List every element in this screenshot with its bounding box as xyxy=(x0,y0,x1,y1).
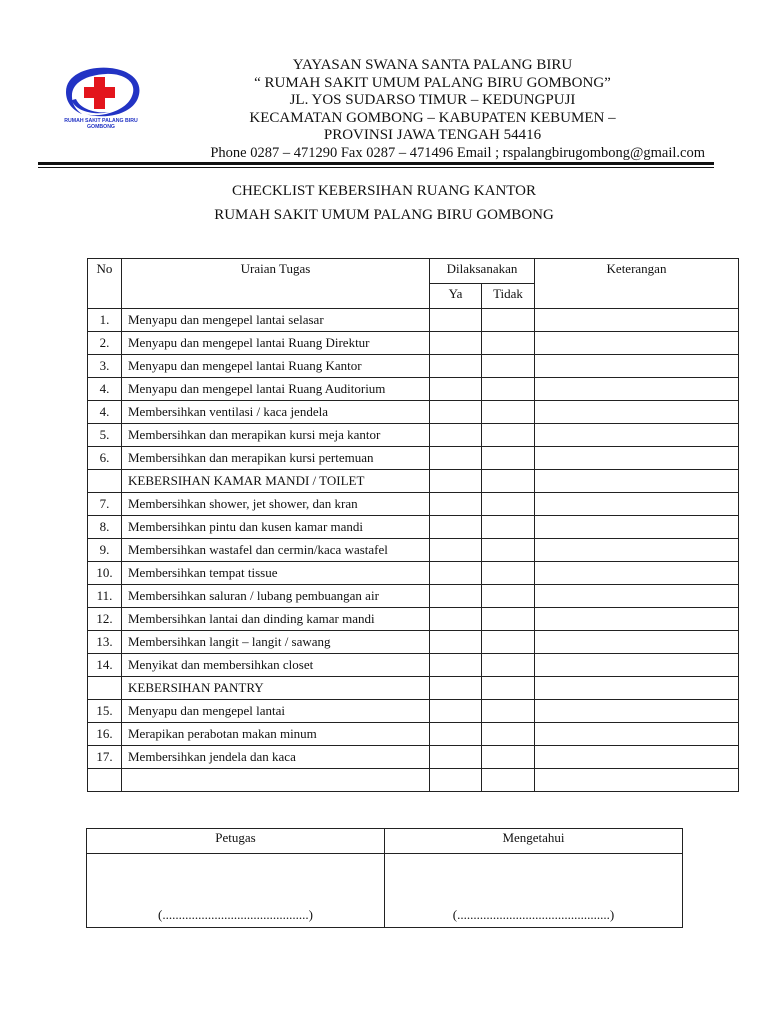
row-task: Membersihkan wastafel dan cermin/kaca wastafel xyxy=(122,539,430,562)
row-no-cell[interactable] xyxy=(482,470,535,493)
row-no-cell[interactable] xyxy=(482,769,535,792)
checklist-table xyxy=(87,258,739,792)
row-number: 4. xyxy=(88,378,122,401)
table-row xyxy=(88,677,739,700)
row-notes-cell[interactable] xyxy=(535,723,739,746)
row-notes-cell[interactable] xyxy=(535,746,739,769)
letterhead-rule-thin xyxy=(38,167,714,168)
row-yes-cell[interactable] xyxy=(430,677,482,700)
row-notes-cell[interactable] xyxy=(535,424,739,447)
row-no-cell[interactable] xyxy=(482,746,535,769)
row-task: Menyapu dan mengepel lantai xyxy=(122,700,430,723)
row-number: 12. xyxy=(88,608,122,631)
foundation-name: YAYASAN SWANA SANTA PALANG BIRU xyxy=(292,57,573,73)
row-no-cell[interactable] xyxy=(482,700,535,723)
address-district: KECAMATAN GOMBONG – KABUPATEN KEBUMEN – xyxy=(249,109,616,126)
logo-caption-line1: RUMAH SAKIT PALANG BIRU xyxy=(64,118,138,124)
row-task: Menyapu dan mengepel lantai selasar xyxy=(122,309,430,332)
officer-signature-line[interactable]: (.............................................) xyxy=(87,854,385,928)
row-no-cell[interactable] xyxy=(482,332,535,355)
table-row xyxy=(88,700,739,723)
row-no-cell[interactable] xyxy=(482,654,535,677)
row-notes-cell[interactable] xyxy=(535,493,739,516)
row-no-cell[interactable] xyxy=(482,585,535,608)
row-no-cell[interactable] xyxy=(482,539,535,562)
table-row xyxy=(88,493,739,516)
row-yes-cell[interactable] xyxy=(430,493,482,516)
logo-caption-line2: GOMBONG xyxy=(87,124,115,130)
acknowledged-signature-line[interactable]: (...............................................) xyxy=(385,854,683,928)
row-yes-cell[interactable] xyxy=(430,769,482,792)
row-notes-cell[interactable] xyxy=(535,700,739,723)
row-notes-cell[interactable] xyxy=(535,608,739,631)
address-street: JL. YOS SUDARSO TIMUR – KEDUNGPUJI xyxy=(289,92,576,108)
row-notes-cell[interactable] xyxy=(535,332,739,355)
header-no: No xyxy=(88,259,122,309)
table-row xyxy=(88,631,739,654)
row-number: 15. xyxy=(88,700,122,723)
row-number: 4. xyxy=(88,401,122,424)
row-yes-cell[interactable] xyxy=(430,424,482,447)
row-no-cell[interactable] xyxy=(482,447,535,470)
row-no-cell[interactable] xyxy=(482,355,535,378)
row-yes-cell[interactable] xyxy=(430,401,482,424)
row-yes-cell[interactable] xyxy=(430,654,482,677)
table-row xyxy=(88,585,739,608)
row-number: 11. xyxy=(88,585,122,608)
table-row xyxy=(88,516,739,539)
row-number xyxy=(88,769,122,792)
row-notes-cell[interactable] xyxy=(535,677,739,700)
row-notes-cell[interactable] xyxy=(535,516,739,539)
table-row xyxy=(88,769,739,792)
row-notes-cell[interactable] xyxy=(535,585,739,608)
table-row xyxy=(88,447,739,470)
row-task: Menyapu dan mengepel lantai Ruang Kantor xyxy=(122,355,430,378)
row-task: KEBERSIHAN KAMAR MANDI / TOILET xyxy=(122,470,430,493)
row-no-cell[interactable] xyxy=(482,424,535,447)
row-yes-cell[interactable] xyxy=(430,378,482,401)
letterhead-rule-thick xyxy=(38,162,714,165)
row-task: Membersihkan lantai dan dinding kamar mandi xyxy=(122,608,430,631)
table-row xyxy=(88,746,739,769)
row-number: 1. xyxy=(88,309,122,332)
contact-info: Phone 0287 – 471290 Fax 0287 – 471496 Email ; rspalangbirugombong@gmail.com xyxy=(210,144,705,161)
table-row xyxy=(88,401,739,424)
row-number: 7. xyxy=(88,493,122,516)
row-yes-cell[interactable] xyxy=(430,746,482,769)
logo-cross-horizontal xyxy=(84,87,115,98)
table-row xyxy=(88,378,739,401)
row-task: Menyapu dan mengepel lantai Ruang Direktur xyxy=(122,332,430,355)
hospital-name: “ RUMAH SAKIT UMUM PALANG BIRU GOMBONG” xyxy=(254,74,611,91)
header-done: Dilaksanakan xyxy=(430,259,535,284)
document-subtitle: RUMAH SAKIT UMUM PALANG BIRU GOMBONG xyxy=(214,207,554,223)
row-task: Membersihkan shower, jet shower, dan kran xyxy=(122,493,430,516)
signature-table xyxy=(86,828,683,928)
row-number xyxy=(88,677,122,700)
letterhead xyxy=(150,57,715,162)
document-title: CHECKLIST KEBERSIHAN RUANG KANTOR xyxy=(231,183,537,199)
header-notes: Keterangan xyxy=(535,259,739,309)
row-number: 8. xyxy=(88,516,122,539)
table-row xyxy=(88,562,739,585)
row-task: KEBERSIHAN PANTRY xyxy=(122,677,430,700)
row-yes-cell[interactable] xyxy=(430,608,482,631)
row-yes-cell[interactable] xyxy=(430,309,482,332)
row-notes-cell[interactable] xyxy=(535,447,739,470)
row-task xyxy=(122,769,430,792)
table-row xyxy=(88,723,739,746)
row-task: Membersihkan saluran / lubang pembuangan air xyxy=(122,585,430,608)
row-notes-cell[interactable] xyxy=(535,355,739,378)
row-notes-cell[interactable] xyxy=(535,539,739,562)
row-yes-cell[interactable] xyxy=(430,447,482,470)
row-yes-cell[interactable] xyxy=(430,585,482,608)
row-task: Membersihkan tempat tissue xyxy=(122,562,430,585)
row-yes-cell[interactable] xyxy=(430,723,482,746)
row-no-cell[interactable] xyxy=(482,401,535,424)
row-number: 13. xyxy=(88,631,122,654)
table-row xyxy=(88,608,739,631)
row-yes-cell[interactable] xyxy=(430,562,482,585)
table-row xyxy=(88,332,739,355)
row-task: Membersihkan jendela dan kaca xyxy=(122,746,430,769)
row-no-cell[interactable] xyxy=(482,631,535,654)
row-yes-cell[interactable] xyxy=(430,470,482,493)
table-row xyxy=(88,424,739,447)
row-yes-cell[interactable] xyxy=(430,539,482,562)
row-no-cell[interactable] xyxy=(482,562,535,585)
row-yes-cell[interactable] xyxy=(430,631,482,654)
row-yes-cell[interactable] xyxy=(430,332,482,355)
row-no-cell[interactable] xyxy=(482,677,535,700)
table-row xyxy=(88,539,739,562)
row-number: 2. xyxy=(88,332,122,355)
header-yes: Ya xyxy=(430,284,482,309)
table-row xyxy=(88,355,739,378)
row-notes-cell[interactable] xyxy=(535,470,739,493)
row-no-cell[interactable] xyxy=(482,723,535,746)
row-no-cell[interactable] xyxy=(482,309,535,332)
row-yes-cell[interactable] xyxy=(430,516,482,539)
row-task: Membersihkan langit – langit / sawang xyxy=(122,631,430,654)
row-number: 14. xyxy=(88,654,122,677)
row-number: 17. xyxy=(88,746,122,769)
row-task: Membersihkan pintu dan kusen kamar mandi xyxy=(122,516,430,539)
row-no-cell[interactable] xyxy=(482,493,535,516)
address-province: PROVINSI JAWA TENGAH 54416 xyxy=(323,127,542,143)
header-no-done: Tidak xyxy=(482,284,535,309)
row-number xyxy=(88,470,122,493)
row-task: Merapikan perabotan makan minum xyxy=(122,723,430,746)
hospital-logo xyxy=(58,64,144,130)
row-yes-cell[interactable] xyxy=(430,355,482,378)
row-number: 16. xyxy=(88,723,122,746)
row-number: 3. xyxy=(88,355,122,378)
table-row xyxy=(88,309,739,332)
acknowledged-label: Mengetahui xyxy=(385,829,683,854)
row-number: 5. xyxy=(88,424,122,447)
row-notes-cell[interactable] xyxy=(535,654,739,677)
row-number: 9. xyxy=(88,539,122,562)
row-yes-cell[interactable] xyxy=(430,700,482,723)
checklist-rows xyxy=(88,309,739,792)
row-number: 10. xyxy=(88,562,122,585)
row-no-cell[interactable] xyxy=(482,608,535,631)
header-task: Uraian Tugas xyxy=(122,259,430,309)
row-no-cell[interactable] xyxy=(482,516,535,539)
officer-label: Petugas xyxy=(87,829,385,854)
table-row xyxy=(88,470,739,493)
row-number: 6. xyxy=(88,447,122,470)
row-notes-cell[interactable] xyxy=(535,378,739,401)
row-notes-cell[interactable] xyxy=(535,401,739,424)
row-task: Menyikat dan membersihkan closet xyxy=(122,654,430,677)
table-row xyxy=(88,654,739,677)
row-task: Menyapu dan mengepel lantai Ruang Auditorium xyxy=(122,378,430,401)
row-task: Membersihkan ventilasi / kaca jendela xyxy=(122,401,430,424)
row-task: Membersihkan dan merapikan kursi meja kantor xyxy=(122,424,430,447)
row-task: Membersihkan dan merapikan kursi pertemuan xyxy=(122,447,430,470)
row-notes-cell[interactable] xyxy=(535,562,739,585)
row-notes-cell[interactable] xyxy=(535,309,739,332)
row-notes-cell[interactable] xyxy=(535,769,739,792)
row-notes-cell[interactable] xyxy=(535,631,739,654)
row-no-cell[interactable] xyxy=(482,378,535,401)
